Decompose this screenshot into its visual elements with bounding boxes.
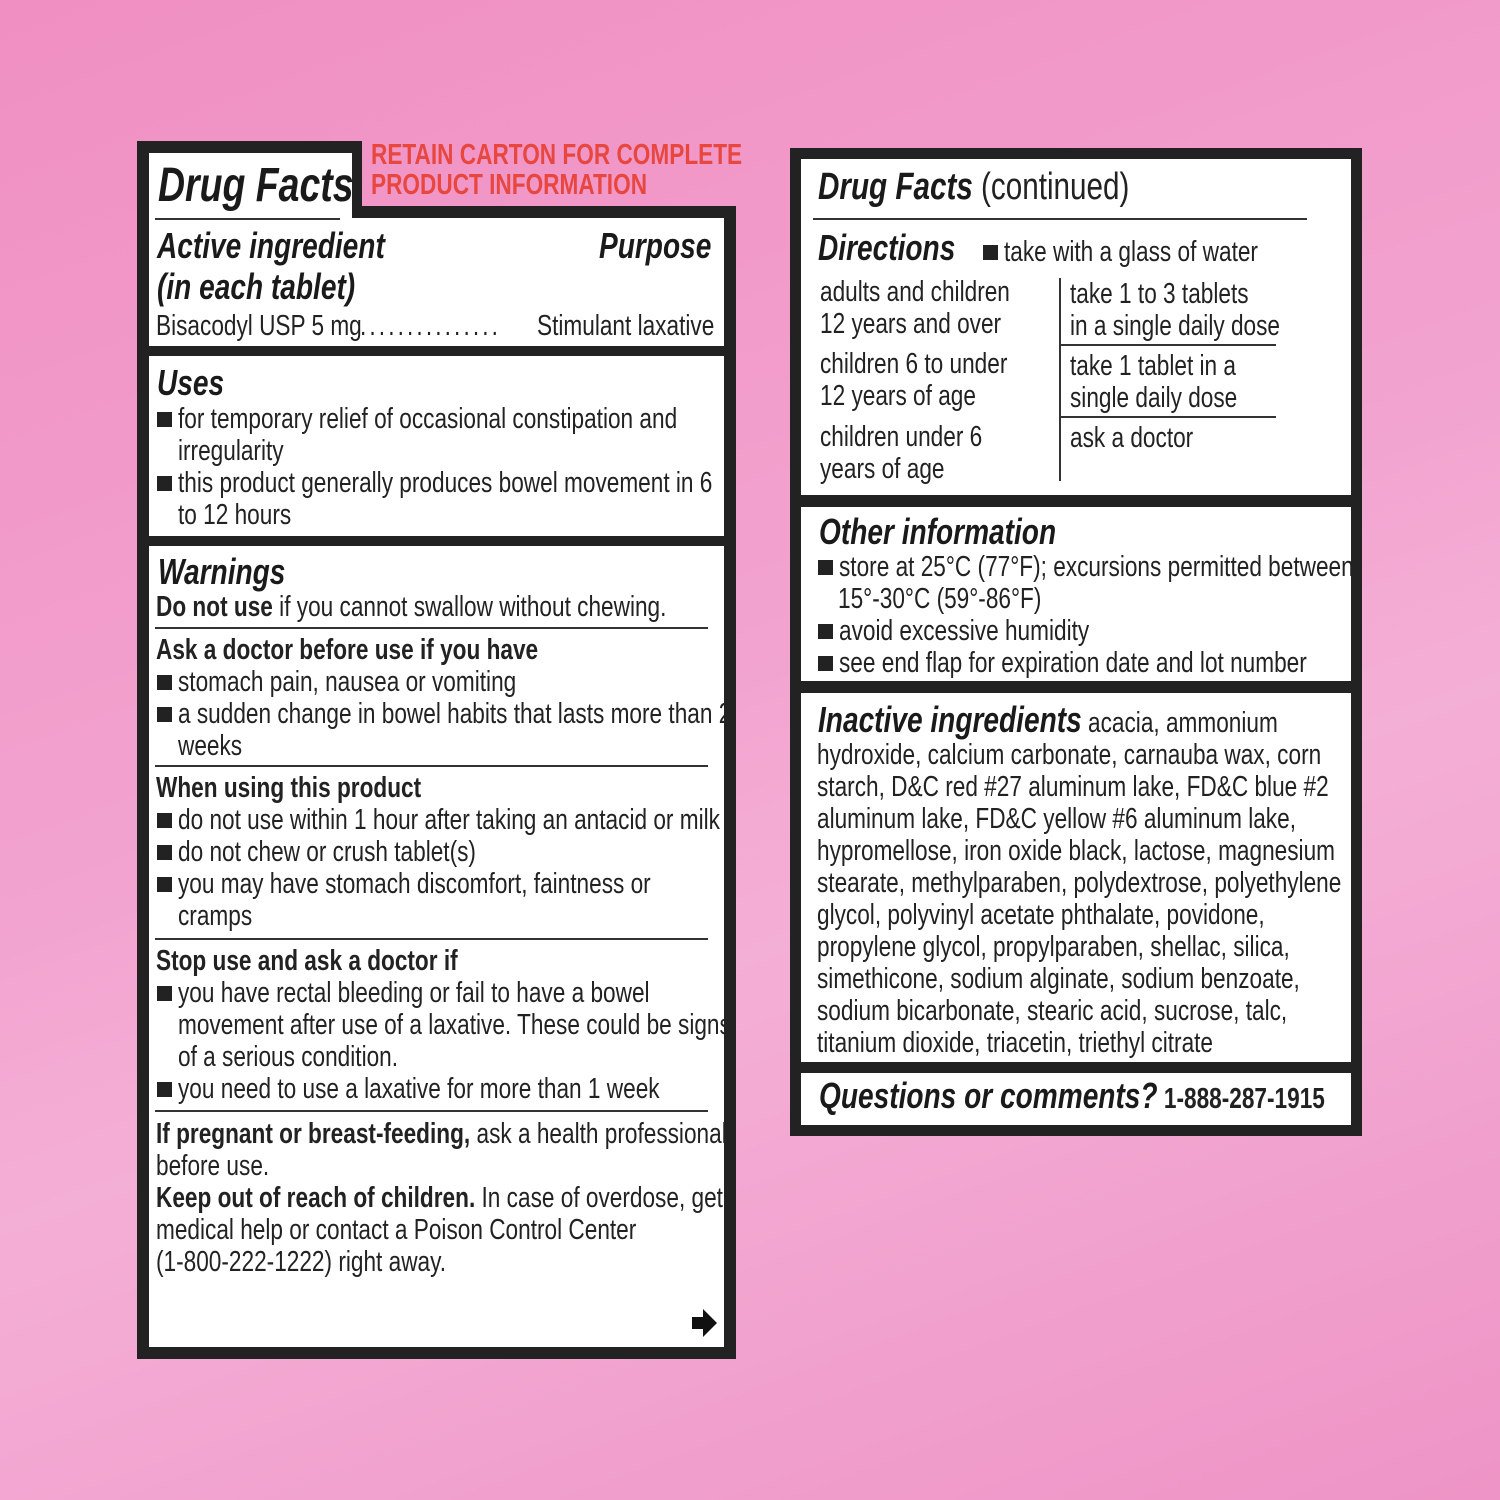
table-cell: take 1 tablet in a (1070, 350, 1237, 382)
ask-doctor-heading: Ask a doctor before use if you have (156, 634, 539, 666)
page-title: Drug Facts (158, 159, 354, 212)
questions-line: Questions or comments? 1-888-287-1915 (819, 1075, 1325, 1116)
frame-top-right (352, 206, 736, 218)
list-item: stomach pain, nausea or vomiting (157, 666, 612, 698)
table-cell: children under 6 (820, 421, 983, 453)
list-item: you need to use a laxative for more than 1 week (157, 1073, 795, 1105)
bullet-icon (157, 986, 172, 1001)
arrow-right-icon (692, 1308, 718, 1338)
frame-left (137, 141, 149, 1359)
list-item: you have rectal bleeding or fail to have a bowel (157, 977, 783, 1009)
dot-leader: ............... (360, 310, 502, 342)
directions-note: take with a glass of water (983, 236, 1330, 268)
list-item: store at 25°C (77°F); excursions permitted between (818, 551, 1499, 583)
phone-number: 1-888-287-1915 (1163, 1083, 1325, 1115)
other-info-heading: Other information (819, 511, 1057, 552)
do-not-use-text: Do not use if you cannot swallow without chewing. (156, 591, 667, 623)
retain-notice: RETAIN CARTON FOR COMPLETE (371, 139, 743, 171)
table-cell: children 6 to under (820, 348, 1008, 380)
bullet-icon (157, 412, 172, 427)
bullet-icon (157, 476, 172, 491)
pregnancy-warning: If pregnant or breast-feeding, ask a health professional (156, 1118, 727, 1150)
ingredient-name: Bisacodyl USP 5 mg (156, 310, 362, 342)
bullet-icon (983, 245, 998, 260)
list-item: this product generally produces bowel movement in 6 (157, 467, 863, 499)
active-ingredient-heading: Active ingredient (157, 225, 385, 266)
directions-heading: Directions (818, 227, 956, 268)
stop-use-heading: Stop use and ask a doctor if (156, 945, 458, 977)
bullet-icon (818, 560, 833, 575)
purpose-value: Stimulant laxative (537, 310, 715, 342)
when-using-heading: When using this product (156, 772, 422, 804)
keep-out-of-reach: Keep out of reach of children. In case of overdose, get (156, 1182, 723, 1214)
bullet-icon (157, 1082, 172, 1097)
list-item: you may have stomach discomfort, faintness or (157, 868, 784, 900)
list-item: do not chew or crush tablet(s) (157, 836, 560, 868)
frame-top (137, 141, 361, 153)
table-cell: ask a doctor (1070, 422, 1194, 454)
list-item: a sudden change in bowel habits that lasts more than 2 (157, 698, 887, 730)
frame-bottom (137, 1347, 736, 1359)
inactive-ingredients: Inactive ingredients acacia, ammonium (818, 699, 1278, 740)
warnings-heading: Warnings (158, 551, 286, 592)
bullet-icon (157, 845, 172, 860)
bullet-icon (818, 624, 833, 639)
purpose-heading: Purpose (599, 225, 712, 266)
bullet-icon (157, 675, 172, 690)
list-item: for temporary relief of occasional constipation and (157, 403, 818, 435)
bullet-icon (157, 877, 172, 892)
list-item: see end flap for expiration date and lot number (818, 647, 1439, 679)
list-item: avoid excessive humidity (818, 615, 1160, 647)
uses-heading: Uses (157, 362, 225, 403)
table-cell: adults and children (820, 276, 1010, 308)
bullet-icon (818, 656, 833, 671)
bullet-icon (157, 813, 172, 828)
table-cell: take 1 to 3 tablets (1070, 278, 1249, 310)
bullet-icon (157, 707, 172, 722)
continued-title: Drug Facts (continued) (818, 166, 1130, 208)
list-item: do not use within 1 hour after taking an antacid or milk (157, 804, 873, 836)
